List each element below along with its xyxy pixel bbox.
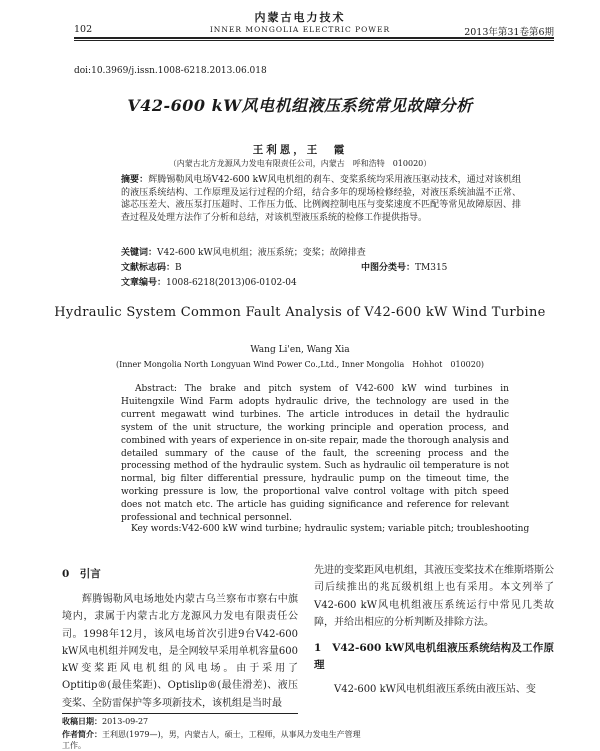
authors-cn: 王利恩，王 霞 <box>252 144 348 156</box>
class-no-label: 中图分类号： <box>361 263 416 273</box>
section-1-paragraph: V42-600 kW风电机组液压系统由液压站、变 <box>334 684 536 696</box>
keywords-en-label: Key words: <box>131 524 182 534</box>
classification-row <box>121 260 541 273</box>
section-1-heading: 1 V42-600 kW风电机组液压系统结构及工作原理 <box>314 642 554 672</box>
affiliation-en: (Inner Mongolia North Longyuan Wind Power Co.,Ltd., Inner Mongolia Hohhot 010020) <box>115 360 485 369</box>
abstract-en-label: Abstract: <box>135 384 177 394</box>
author-bio-text: 王利恩(1979—)，男，内蒙古人，硕士，工程师，从事风力发电生产管理工作。 <box>62 730 361 750</box>
article-no-label: 文章编号： <box>121 278 167 288</box>
authors-en: Wang Li'en, Wang Xia <box>250 345 350 355</box>
article-no-value: 1008-6218(2013)06-0102-04 <box>166 278 297 288</box>
received-label: 收稿日期： <box>62 716 102 726</box>
abstract-en <box>121 383 509 525</box>
abstract-cn-text: 辉腾锡勒风电场V42-600 kW风电机组的刹车、变桨系统均采用液压驱动技术，通过对该机组的液压系统结构、工作原理及运行过程的介绍，结合多年的现场检修经验，对液压系统油温不正常、滤芯压差大、液压泵打压超时、工作压力低、比例阀控制电压与变桨速度不匹配等常见故障原因、排查过程及处理方法作了分析和总结，对该机型液压系统的检修工作提供指导。 <box>121 175 521 223</box>
author-bio <box>62 729 362 751</box>
issue-info: 2013年第31卷第6期 <box>464 27 554 38</box>
section-0-paragraph: 辉腾锡勒风电场地处内蒙古乌兰察布市察右中旗境内，隶属于内蒙古北方龙源风力发电有限责任公司。1998年12月，该风电场首次引进9台V42-600 kW风电机组并网发电，是全网较早采用单机容量600 kW变桨距风电机组的风电场。由于采用了Optitip®(最佳桨距)、Optislip®(最佳滑差)、液压变桨、全防雷保护等多项新技术，该机组是当时最 <box>62 594 298 709</box>
abstract-cn-label: 摘要： <box>121 175 149 185</box>
keywords-cn <box>121 245 541 258</box>
page-number: 102 <box>74 24 93 35</box>
doi: doi:10.3969/j.issn.1008-6218.2013.06.018 <box>74 66 267 76</box>
keywords-en-text: V42-600 kW wind turbine; hydraulic system; variable pitch; troubleshooting <box>181 524 530 534</box>
keywords-cn-text: V42-600 kW风电机组；液压系统；变桨；故障排查 <box>157 248 366 258</box>
author-bio-label: 作者简介： <box>62 729 102 739</box>
journal-title-en: INNER MONGOLIA ELECTRIC POWER <box>209 25 391 34</box>
paper-title-en: Hydraulic System Common Fault Analysis of V42-600 kW Wind Turbine <box>54 305 546 320</box>
received-value: 2013-09-27 <box>102 717 149 726</box>
affiliation-cn: （内蒙古北方龙源风力发电有限责任公司，内蒙古 呼和浩特 010020） <box>168 159 432 168</box>
intro-continuation: 先进的变桨距风电机组，其液压变桨技术在维斯塔斯公司后续推出的兆瓦级机组上也有采用。本文列举了V42-600 kW风电机组液压系统运行中常见几类故障，并给出相应的分析判断及排除方法。 <box>314 565 554 628</box>
section-0-heading: 0 引言 <box>62 568 101 580</box>
doc-code-value: B <box>175 263 182 273</box>
doc-code-label: 文献标志码： <box>121 263 176 273</box>
footnote-rule <box>62 713 298 714</box>
body-right-column <box>314 562 554 698</box>
article-number <box>121 275 541 288</box>
keywords-en <box>131 524 531 534</box>
abstract-en-text: The brake and pitch system of V42-600 kW wind turbines in Huitengxile Wind Farm adopts hydraulic drive, the technology are used in the current megawatt wind turbines. The article introduces in detail the hydraulic system of the unit structure, the working principle and operation process, and combined with years of experience in on-site repair, made the thorough analysis and detailed summary of the cause of the fault, the screening process and the processing method of the hydraulic system. Such as hydraulic oil temperature is not normal, big filter differential pressure, hydraulic pump on the timeout time, the working pressure is low, the proportional valve control voltage with pitch speed does not match etc. The article has guiding significance and reference for relevant professional and technical personnel. <box>121 384 509 524</box>
header-rule-thin <box>74 40 554 41</box>
paper-title-cn: V42-600 kW风电机组液压系统常见故障分析 <box>127 96 473 115</box>
journal-title-cn: 内蒙古电力技术 <box>254 11 346 24</box>
abstract-cn <box>121 174 521 224</box>
class-no-value: TM315 <box>415 263 448 273</box>
body-left-column <box>62 566 298 712</box>
keywords-cn-label: 关键词： <box>121 248 158 258</box>
received-date <box>62 716 362 727</box>
header-rule <box>74 37 554 39</box>
class-number <box>361 260 447 273</box>
